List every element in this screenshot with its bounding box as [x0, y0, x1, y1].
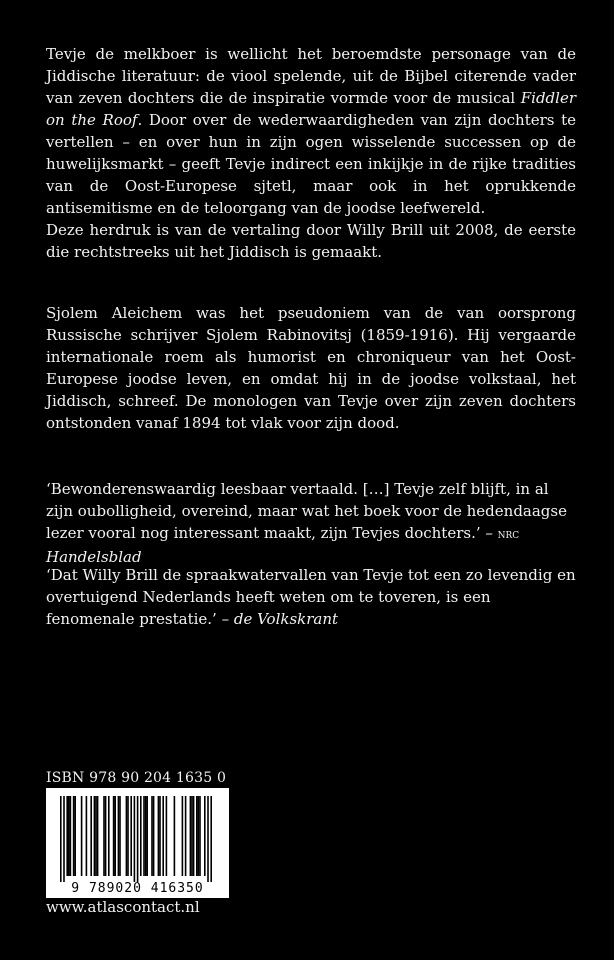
barcode-bar: [68, 796, 70, 876]
blurb-text-2: . Door over de wederwaardigheden van zijn dochters te vertellen – en over hun in zijn ogen wisselende successen op de huwelijksmarkt – geeft Tevje indirect een inkijkje in de rijke tradities van de Oost-Europese sjtetl, maar ook in het oprukkende antisemitisme en de teloorgang van de joodse leefwereld.: [46, 111, 577, 217]
barcode-bar: [204, 796, 206, 876]
publisher-website: www.atlascontact.nl: [46, 898, 200, 916]
barcode-bar: [198, 796, 200, 876]
barcode-bar: [126, 796, 128, 876]
review-quote-volkskrant: [46, 564, 576, 630]
barcode-bar: [130, 796, 132, 876]
barcode-bar: [143, 796, 145, 876]
barcode-bar: [118, 796, 120, 876]
barcode-bar: [190, 796, 192, 876]
barcode-bar: [158, 796, 160, 876]
barcode-bar: [63, 796, 65, 882]
barcode-bar: [159, 796, 161, 876]
quote-text: ‘Dat Willy Brill de spraakwatervallen van Tevje tot een zo levendig en overtuigend Nederlands heeft weten om te toveren, is een fenomenale prestatie.’ –: [46, 566, 576, 628]
quote-source-prefix: nrc: [497, 527, 520, 542]
author-bio: Sjolem Aleichem was het pseudoniem van de van oorsprong Russische schrijver Sjolem Rabinovitsj (1859-1916). Hij vergaarde internationale roem als humorist en chroniqueur van het Oost-Europese joodse leven, en omdat hij in de joodse volkstaal, het Jiddisch, schreef. De monologen van Tevje over zijn zeven dochters ontstonden vanaf 1894 tot vlak voor zijn dood.: [46, 304, 576, 432]
barcode-bar: [166, 796, 168, 876]
barcode-bar: [196, 796, 198, 876]
barcode-bar: [113, 796, 115, 876]
barcode-bar: [94, 796, 96, 876]
barcode-bar: [137, 796, 139, 882]
barcode-digits: 9 789020 416350: [71, 881, 204, 896]
barcode-bar: [182, 796, 184, 876]
barcode-bar: [127, 796, 129, 876]
barcode-bar: [114, 796, 116, 876]
barcode: [46, 788, 229, 898]
barcode-bar: [146, 796, 148, 876]
blurb-text-1: Tevje de melkboer is wellicht het beroemdste personage van de Jiddische literatuur: de viool spelende, uit de Bijbel citerende vader van zeven dochters die de inspiratie vormde voor de musical: [46, 45, 576, 107]
barcode-bar: [153, 796, 155, 876]
review-quote-nrc: [46, 478, 576, 568]
barcode-bar: [210, 796, 212, 882]
blurb: [46, 43, 576, 263]
barcode-bar: [86, 796, 88, 876]
isbn-label: ISBN 978 90 204 1635 0: [46, 770, 227, 786]
barcode-bar: [207, 796, 209, 882]
barcode-bar: [191, 796, 193, 876]
barcode-bar: [60, 796, 62, 882]
barcode-bar: [140, 796, 142, 876]
barcode-bar: [199, 796, 201, 876]
barcode-bar: [162, 796, 164, 876]
barcode-bar: [145, 796, 147, 876]
barcode-bar: [95, 796, 97, 876]
barcode-bar: [90, 796, 92, 876]
barcode-bar: [119, 796, 121, 876]
barcode-bar: [108, 796, 110, 876]
barcode-bar: [105, 796, 107, 876]
quote-source: Handelsblad: [46, 548, 142, 566]
barcode-bar: [70, 796, 72, 876]
barcode-bar: [174, 796, 176, 876]
musical-title: Fiddler on the Roof: [46, 89, 576, 129]
reprint-note: Deze herdruk is van de vertaling door Willy Brill uit 2008, de eerste die rechtstreeks uit het Jiddisch is gemaakt.: [46, 221, 576, 261]
barcode-bar: [81, 796, 83, 876]
barcode-bar: [185, 796, 187, 876]
barcode-bar: [193, 796, 195, 876]
barcode-bar: [103, 796, 105, 876]
quote-text: ‘Bewonderenswaardig leesbaar vertaald. […] Tevje zelf blijft, in al zijn oubolligheid, overeind, maar wat het boek voor de hedendaagse lezer vooral nog interessant maakt, zijn Tevjes dochters.’ –: [46, 480, 567, 542]
barcode-bar: [66, 796, 68, 876]
barcode-bar: [151, 796, 153, 876]
barcode-bar: [74, 796, 76, 876]
blurb-paragraph: [46, 43, 576, 219]
barcode-bar: [97, 796, 99, 876]
quote-source: de Volkskrant: [233, 610, 339, 628]
barcode-bar: [73, 796, 75, 876]
barcode-bar: [134, 796, 136, 882]
